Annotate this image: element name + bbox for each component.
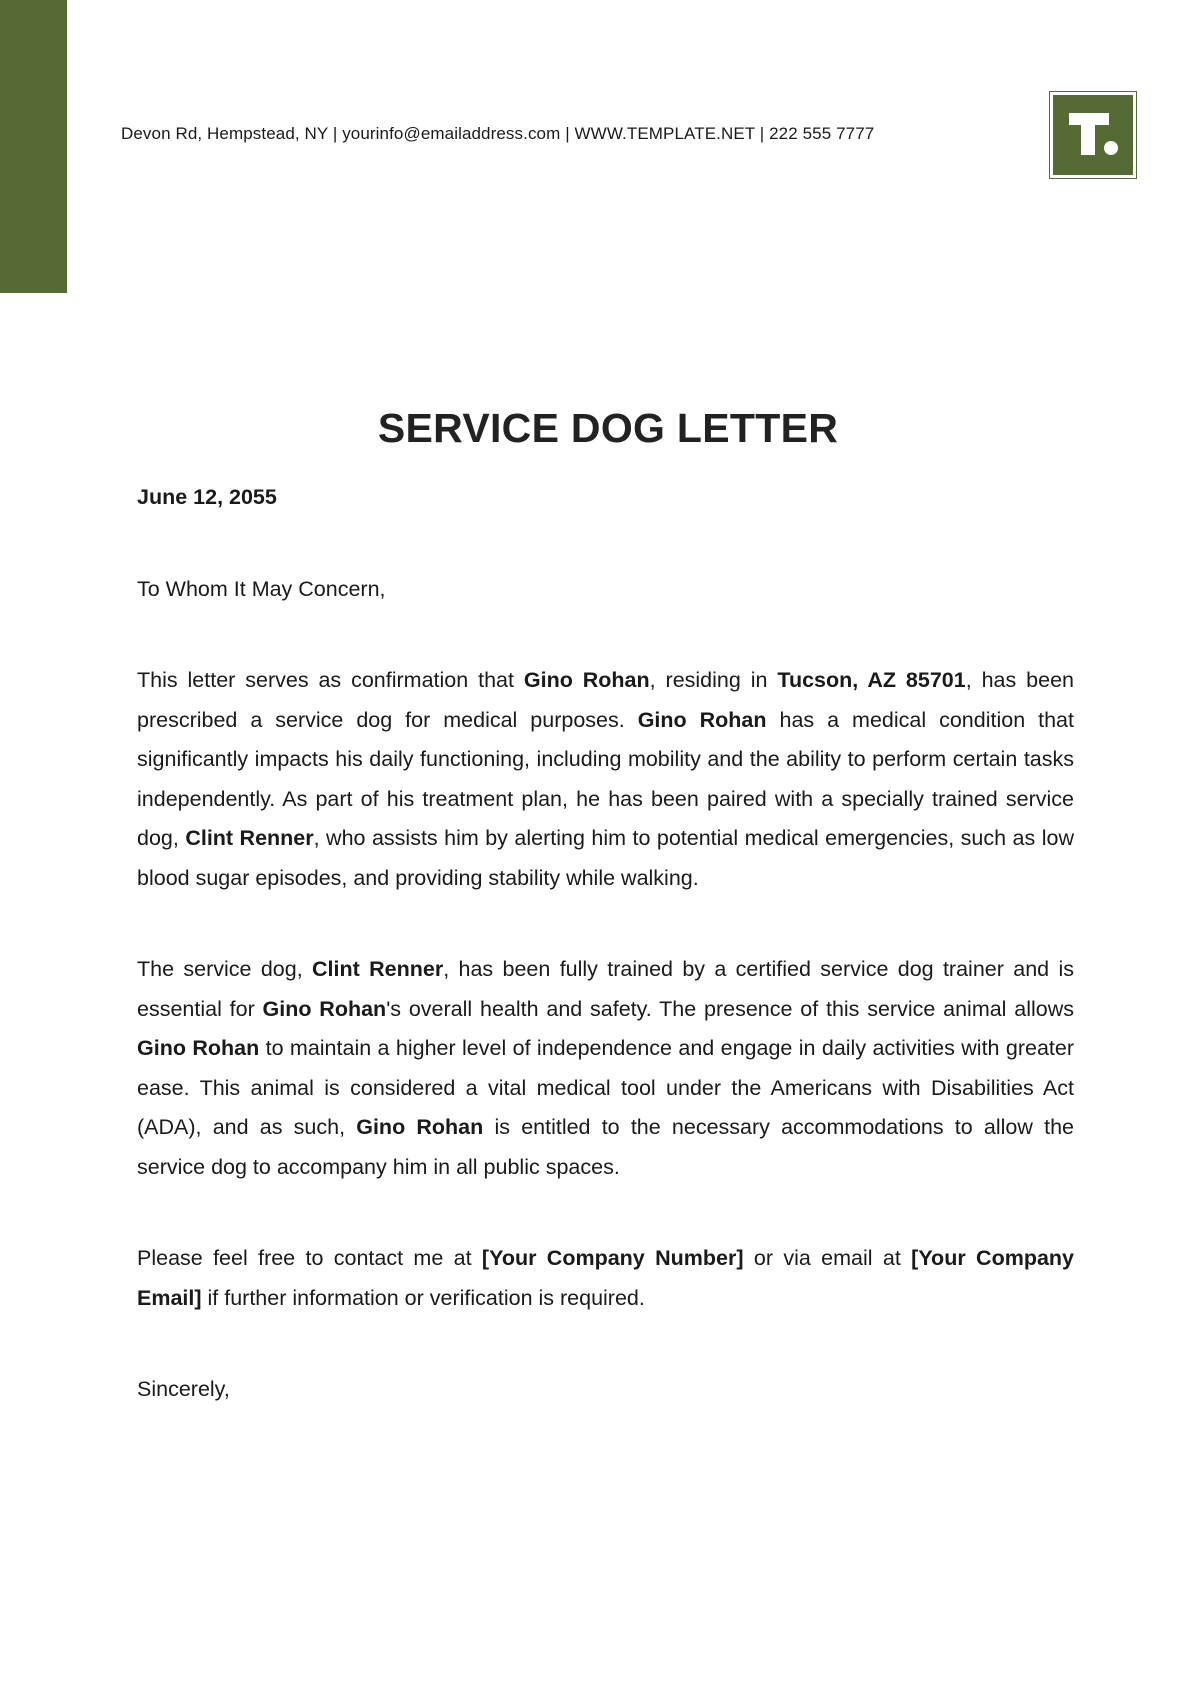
paragraph-1: [137, 661, 1074, 898]
paragraph-3-text: Please feel free to contact me at: [137, 1246, 482, 1270]
logo-letter-t: [1053, 95, 1133, 175]
paragraph-2: [137, 950, 1074, 1187]
accent-bar: [0, 0, 67, 293]
salutation: To Whom It May Concern,: [137, 576, 386, 601]
paragraph-2-text: to maintain a higher level of independence and engage in daily activities with greater ease. This animal is considered a vital medical tool under the Americans with Disabilities Act (ADA), and as such,: [137, 1036, 1074, 1139]
paragraph-2-text: 's overall health and safety. The presence of this service animal allows: [386, 996, 1074, 1021]
patient-name: Gino Rohan: [262, 996, 387, 1021]
patient-location: Tucson, AZ 85701: [777, 668, 966, 692]
paragraph-1-text: , has been prescribed a service dog for medical purposes.: [137, 668, 1074, 732]
dog-name: Clint Renner: [185, 826, 314, 850]
patient-name: Gino Rohan: [356, 1115, 484, 1139]
page-title: SERVICE DOG LETTER: [377, 405, 839, 451]
patient-name: Gino Rohan: [137, 1036, 260, 1060]
template-t-logo-icon: [1049, 91, 1137, 179]
paragraph-2-text: is entitled to the necessary accommodations to allow the service dog to accompany him in all public spaces.: [137, 1115, 1074, 1179]
paragraph-3-text: if further information or verification is required.: [201, 1285, 645, 1310]
logo-background: [1053, 95, 1133, 175]
paragraph-2-text: , has been fully trained by a certified service dog trainer and is essential for: [137, 957, 1074, 1021]
company-email-placeholder: [Your Company Email]: [137, 1246, 1074, 1310]
paragraph-1-text: has a medical condition that significantly impacts his daily functioning, including mobility and the ability to perform certain tasks independently. As part of his treatment plan, he has been paired with a specially trained service dog,: [137, 707, 1074, 850]
patient-name: Gino Rohan: [523, 668, 650, 692]
company-number-placeholder: [Your Company Number]: [481, 1246, 744, 1270]
dog-name: Clint Renner: [312, 957, 444, 981]
letter-date: June 12, 2055: [137, 485, 277, 509]
paragraph-2-text: The service dog,: [137, 957, 313, 981]
paragraph-3: [137, 1239, 1074, 1318]
paragraph-1-text: , residing in: [649, 668, 778, 692]
closing: Sincerely,: [137, 1377, 230, 1401]
paragraph-3-text: or via email at: [743, 1246, 912, 1270]
letter-body: [137, 478, 1074, 1410]
paragraph-1-text: This letter serves as confirmation that: [137, 668, 524, 692]
patient-name: Gino Rohan: [637, 707, 767, 732]
paragraph-1-text: , who assists him by alerting him to potential medical emergencies, such as low blood sugar episodes, and providing stability while walking.: [137, 826, 1074, 890]
contact-line: Devon Rd, Hempstead, NY | yourinfo@emailaddress.com | WWW.TEMPLATE.NET | 222 555 7777: [121, 124, 875, 143]
